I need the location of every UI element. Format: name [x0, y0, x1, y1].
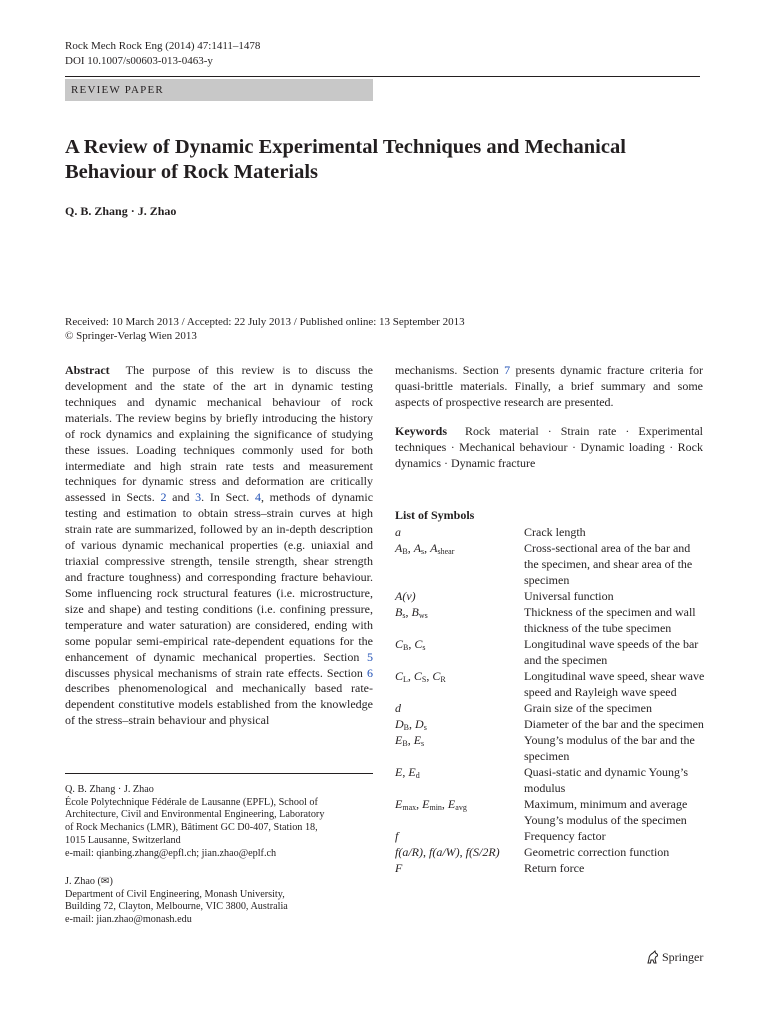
right-column [395, 363, 703, 472]
symbol-name: A(v) [395, 589, 416, 603]
symbol-description: Geometric correction function [524, 845, 670, 859]
header-rule [65, 76, 700, 77]
symbol-name: f [395, 829, 399, 843]
affiliation-line: 1015 Lausanne, Switzerland [65, 834, 181, 846]
received-dates: Received: 10 March 2013 / Accepted: 22 July 2013 / Published online: 13 September 2013 [65, 316, 465, 328]
symbol-row [395, 860, 707, 876]
affiliation-line: J. Zhao (✉) [65, 876, 113, 887]
symbol-description: Crack length [524, 525, 586, 539]
keywords-paragraph [395, 424, 703, 472]
symbol-row [395, 668, 707, 700]
abstract-continuation: mechanisms. Section 7 presents dynamic fracture criteria for quasi-brittle materials. Finally, a brief summary and some aspects of prospective research are presented. [395, 363, 703, 409]
symbol-name: $C_B$, $C_s$ [395, 637, 426, 652]
affiliation-line: Q. B. Zhang · J. Zhao [65, 784, 154, 795]
article-title: A Review of Dynamic Experimental Techniques and Mechanical Behaviour of Rock Materials [65, 136, 626, 183]
symbol-description: Universal function [524, 589, 614, 603]
symbol-description: Return force [524, 861, 585, 875]
author-list: Q. B. Zhang · J. Zhao [65, 204, 177, 218]
abstract-text: The purpose of this review is to discuss the development and the state of the art in dynamic testing techniques and dynamic mechanical behaviour of rock materials. The review begins by briefly introducing the history of rock dynamics and explaining the significance of studying these issues. Loading techniques commonly used for both intermediate and high strain rate tests and measurement techniques for dynamic stress and deformation are critically assessed in Sects. 2 and 3. In Sect. 4, methods of dynamic testing and estimation to obtain stress–strain curves at high strain rate are summarized, followed by an in-depth description of various dynamic mechanical properties (e.g. uniaxial and triaxial compressive strength, tensile strength, shear strength and fracture toughness) and corresponding fracture behaviour. Some influencing rock structural features (i.e. microstructure, size and shape) and testing conditions (i.e. confining pressure, temperature and water saturation) are considered, ending with some popular semi-empirical rate-dependent equations for the enhancement of dynamic mechanical properties. Section 5 discusses physical mechanisms of strain rate effects. Section 6 describes phenomenological and mechanically based rate-dependent constitutive models established from the knowledge of the stress–strain behaviour and physical [65, 363, 374, 728]
symbols-list [395, 524, 707, 876]
keywords-text: Rock material · Strain rate · Experimental techniques · Mechanical behaviour · Dynamic loading · Rock dynamics · Dynamic fracture [395, 423, 704, 470]
affiliation-line: of Rock Mechanics (LMR), Bâtiment GC D0-407, Station 18, [65, 822, 318, 834]
symbol-name: $B_s$, $B_{ws}$ [395, 605, 428, 620]
publisher-footer [646, 950, 703, 965]
symbol-description: Thickness of the specimen and wall thickness of the tube specimen [524, 605, 696, 635]
symbol-name: a [395, 525, 401, 539]
symbol-description: Cross-sectional area of the bar and the specimen, and shear area of the specimen [524, 541, 693, 587]
doi[interactable]: DOI 10.1007/s00603-013-0463-y [65, 55, 213, 67]
symbol-name: F [395, 861, 403, 875]
symbol-name: $D_B$, $D_s$ [395, 717, 427, 732]
symbol-row [395, 524, 707, 540]
symbol-description: Diameter of the bar and the specimen [524, 717, 704, 731]
symbol-name: f(a/R), f(a/W), f(S/2R) [395, 845, 500, 859]
symbol-description: Young’s modulus of the bar and the specimen [524, 733, 695, 763]
symbol-row [395, 828, 707, 844]
affiliation-email[interactable]: e-mail: qianbing.zhang@epfl.ch; jian.zhao@eplf.ch [65, 847, 277, 859]
symbol-row [395, 716, 707, 732]
symbol-name: $E_B$, $E_s$ [395, 733, 425, 748]
abstract-heading: Abstract [65, 363, 110, 377]
abstract-paragraph [65, 363, 373, 729]
copyright-notice: © Springer-Verlag Wien 2013 [65, 330, 197, 342]
symbol-name: E, $E_d$ [395, 765, 420, 780]
symbol-name: $E_{max}$, $E_{min}$, $E_{avg}$ [395, 797, 467, 812]
affiliation-line: Building 72, Clayton, Melbourne, VIC 3800, Australia [65, 901, 288, 913]
symbol-row [395, 604, 707, 636]
publisher-name: Springer [662, 950, 704, 964]
keywords-heading: Keywords [395, 423, 447, 438]
symbol-row [395, 764, 707, 796]
affiliation-line: Architecture, Civil and Environmental Engineering, Laboratory [65, 809, 325, 821]
symbol-description: Longitudinal wave speeds of the bar and the specimen [524, 637, 699, 667]
symbol-row [395, 588, 707, 604]
symbol-description: Grain size of the specimen [524, 701, 652, 715]
affiliation-block-1 [65, 784, 375, 860]
symbol-name: $C_L$, $C_S$, $C_R$ [395, 669, 446, 684]
symbol-name: $A_B$, $A_s$, $A_{shear}$ [395, 541, 455, 556]
symbol-row [395, 732, 707, 764]
symbol-row [395, 700, 707, 716]
symbol-row [395, 844, 707, 860]
symbol-row [395, 796, 707, 828]
publication-history [65, 315, 465, 343]
footnote-rule [65, 773, 373, 774]
affiliation-line: École Polytechnique Fédérale de Lausanne (EPFL), School of [65, 796, 318, 808]
symbol-name: d [395, 701, 401, 715]
journal-citation [65, 39, 260, 69]
abstract-section [65, 363, 373, 729]
symbol-description: Quasi-static and dynamic Young’s modulus [524, 765, 688, 795]
journal-reference: Rock Mech Rock Eng (2014) 47:1411–1478 [65, 40, 261, 52]
symbol-row [395, 636, 707, 668]
symbol-description: Maximum, minimum and average Young’s modulus of the specimen [524, 797, 688, 827]
springer-horse-icon [646, 950, 659, 965]
symbol-description: Longitudinal wave speed, shear wave speed and Rayleigh wave speed [524, 669, 705, 699]
section-label: REVIEW PAPER [65, 79, 373, 101]
symbol-row [395, 540, 707, 588]
affiliation-line: Department of Civil Engineering, Monash University, [65, 888, 285, 900]
affiliation-block-2 [65, 876, 375, 927]
symbols-heading: List of Symbols [395, 508, 475, 522]
symbol-description: Frequency factor [524, 829, 606, 843]
affiliation-email[interactable]: e-mail: jian.zhao@monash.edu [65, 914, 192, 926]
